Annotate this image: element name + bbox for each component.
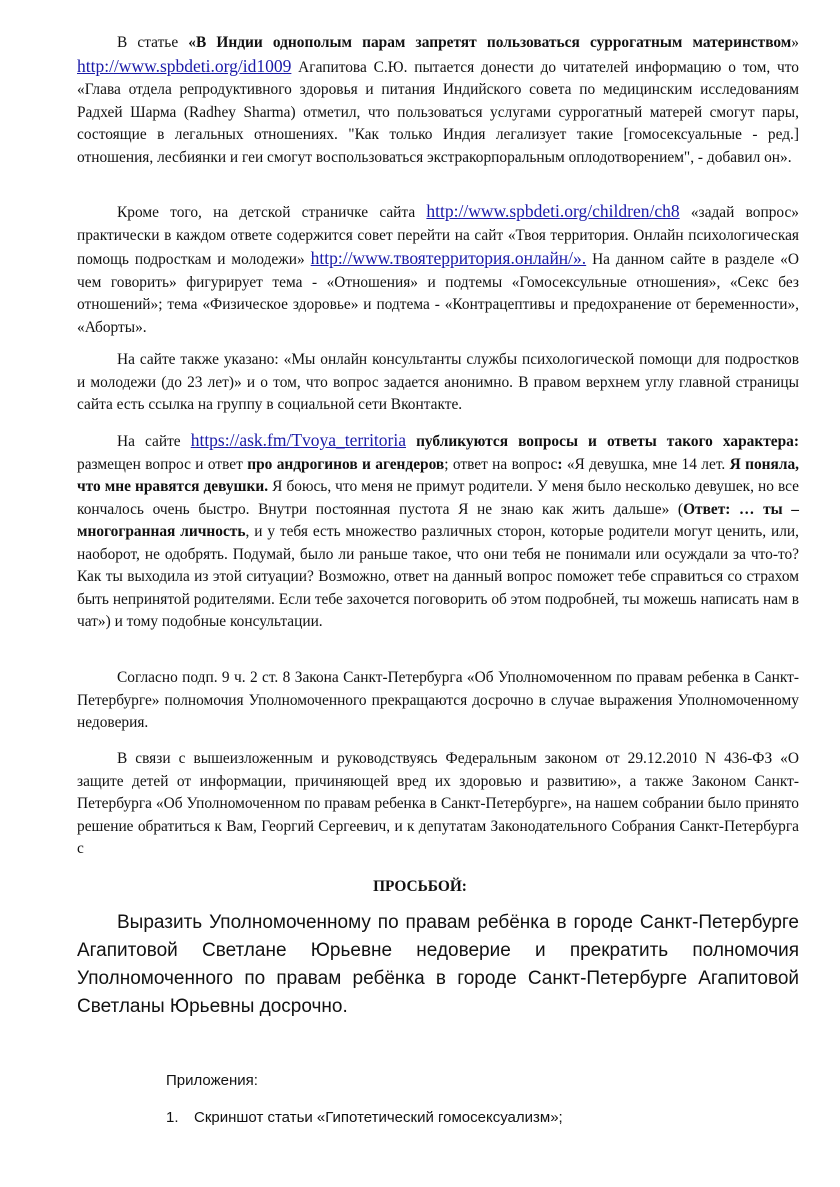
bold-text: Я поняла, что мне нравятся девушки. [77, 455, 800, 495]
annex-item-text: Скриншот статьи «Гипотетический гомосексуализм»; [194, 1109, 563, 1126]
text: В статье [117, 34, 189, 51]
paragraph-site-info [77, 349, 799, 417]
text: На данном сайте в разделе «О чем говорить» фигурирует тема - «Отношения» и подтемы «Гомосексульные отношения», «Секс без отношений»; тема «Физическое здоровье» и подтема - «Контрацептивы и предохранение от беременности», «Аборты». [77, 251, 799, 336]
text: ; ответ на вопрос [444, 455, 558, 473]
text: размещен вопрос и ответ [77, 455, 248, 473]
text: На сайте [117, 433, 191, 450]
request-text: Выразить Уполномоченному по правам ребёнка в городе Санкт-Петербурге Агапитовой Светлане Юрьевне недоверие и прекратить полномочия Уполномоченного по правам ребёнка в городе Санкт-Петербурге Агапитовой Светланы Юрьевны досрочно. [77, 912, 799, 1017]
paragraph-askfm [77, 429, 799, 634]
paragraph-law-reference [77, 667, 799, 735]
annex-item-number: 1. [166, 1109, 179, 1126]
children-page-link[interactable]: http://www.spbdeti.org/children/ch8 [426, 201, 680, 221]
paragraph-children-page [77, 200, 799, 339]
request-heading: ПРОСЬБОЙ: [373, 878, 467, 895]
text: На сайте также указано: «Мы онлайн консультанты службы психологической помощи для подростков и молодежи (до 23 лет)» и о том, что вопрос задается анонимно. В правом верхнем углу главной страницы сайта есть ссылка на группу в социальной сети Вконтакте. [77, 351, 799, 413]
paragraph-india-article [77, 32, 799, 169]
text: «Я девушка, мне 14 лет. [562, 455, 730, 473]
text: Кроме того, на детской страничке сайта [117, 204, 427, 221]
territory-site-link[interactable]: http://www.твоятерритория.онлайн/». [310, 248, 587, 268]
annex-title: Приложения: [166, 1072, 258, 1089]
article-link[interactable]: http://www.spbdeti.org/id1009 [77, 55, 292, 76]
bold-text: публикуются вопросы и ответы такого характера: [406, 433, 799, 450]
text: Агапитова С.Ю. пытается донести до читателей информацию о том, что «Глава отдела репродуктивного здоровья и питания Индийского совета по медицинским исследованиям Радхей Шарма (Radhey Sharma) отметил, что пользоваться услугами суррогатный матерей смогут пары, состоящие в легальных отношениях. "Как только Индия легализует такие [гомосексуальные - ред.] отношения, лесбиянки и геи смогут воспользоваться экстракорпоральным оплодотворением", - добавил он». [77, 58, 799, 166]
bold-text: Ответ: … ты – многогранная личность [77, 500, 799, 540]
text: В связи с вышеизложенным и руководствуясь Федеральным законом от 29.12.2010 N 436-ФЗ «О защите детей от информации, причиняющей вред их здоровью и развитию», а также Законом Санкт-Петербурга «Об Уполномоченном по правам ребенка в Санкт-Петербурге», на нашем собрании было принято решение обратиться к Вам, Георгий Сергеевич, и к депутатам Законодательного Собрания Санкт-Петербурга с [77, 750, 799, 857]
text: «задай вопрос» практически в каждом ответе содержится совет перейти на сайт «Твоя территория. Онлайн психологическая помощь подросткам и молодежи» [77, 204, 799, 268]
paragraph-decision [77, 748, 799, 861]
text: Согласно подп. 9 ч. 2 ст. 8 Закона Санкт-Петербурга «Об Уполномоченном по правам ребенка в Санкт-Петербурге» полномочия Уполномоченного прекращаются досрочно в случае выражения Уполномоченному недоверия. [77, 669, 799, 731]
text: Я боюсь, что меня не примут родители. У меня было несколько девушек, но все кончалось очень быстро. Внутри постоянная пустота Я не знаю как жить дальше» ( [77, 478, 799, 518]
text: » [791, 34, 799, 51]
bold-text: про андрогинов и агендеров [247, 455, 445, 473]
article-title: «В Индии однополым парам запретят пользоваться суррогатным материнством [188, 34, 792, 51]
bold-text: : [557, 455, 563, 473]
text: , и у тебя есть множество различных сторон, которые родители могут ценить, или, наоборот, не одобрять. Подумай, было ли раньше такое, что они тебя не понимали или осуждали за что-то? Как ты выходила из этой ситуации? Возможно, ответ на данный вопрос поможет тебе справиться со страхом быть непринятой родителями. Если тебе захочется поговорить об этом подробней, ты можешь написать нам в чат») и тому подобные консультации. [77, 523, 799, 630]
annex-item [166, 1108, 563, 1128]
askfm-link[interactable]: https://ask.fm/Tvoya_territoria [190, 430, 407, 450]
